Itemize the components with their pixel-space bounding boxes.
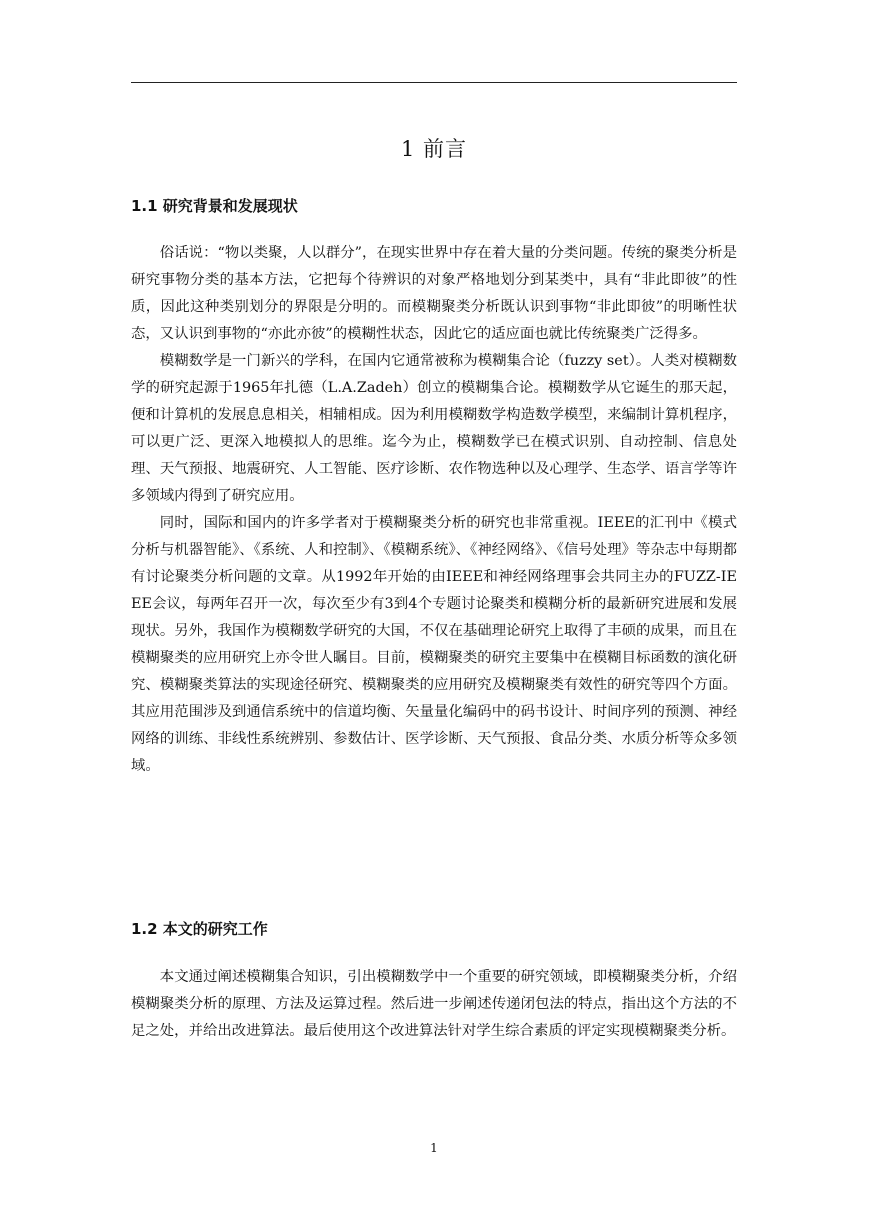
section-body-1-2: [131, 964, 737, 1045]
page-number: 1: [430, 1141, 438, 1155]
paragraph: 模糊数学是一门新兴的学科，在国内它通常被称为模糊集合论（fuzzy set）。人类对模糊数学的研究起源于1965年扎德（L.A.Zadeh）创立的模糊集合论。模糊数学从它诞生的那天起，便和计算机的发展息息相关，相辅相成。因为利用模糊数学构造数学模型，来编制计算机程序，可以更广泛、更深入地模拟人的思维。迄今为止，模糊数学已在模式识别、自动控制、信息处理、天气预报、地震研究、人工智能、医疗诊断、农作物选种以及心理学、生态学、语言学等许多领域内得到了研究应用。: [131, 353, 737, 504]
section-heading-1-1: 1.1 研究背景和发展现状: [131, 197, 298, 215]
header-rule: [131, 82, 737, 83]
paragraph: 俗话说：“物以类聚，人以群分”，在现实世界中存在着大量的分类问题。传统的聚类分析是研究事物分类的基本方法，它把每个待辨识的对象严格地划分到某类中，具有“非此即彼”的性质，因此这种类别划分的界限是分明的。而模糊聚类分析既认识到事物“非此即彼”的明晰性状态，又认识到事物的“亦此亦彼”的模糊性状态，因此它的适应面也就比传统聚类广泛得多。: [131, 245, 737, 342]
section-body-1-1: [131, 240, 737, 780]
paragraph: 本文通过阐述模糊集合知识，引出模糊数学中一个重要的研究领域，即模糊聚类分析，介绍模糊聚类分析的原理、方法及运算过程。然后进一步阐述传递闭包法的特点，指出这个方法的不足之处，并给出改进算法。最后使用这个改进算法针对学生综合素质的评定实现模糊聚类分析。: [131, 969, 737, 1039]
section-heading-1-2: 1.2 本文的研究工作: [131, 920, 268, 938]
chapter-title: 1 前言: [400, 137, 468, 161]
paragraph: 同时，国际和国内的许多学者对于模糊聚类分析的研究也非常重视。IEEE的汇刊中《模式分析与机器智能》、《系统、人和控制》、《模糊系统》、《神经网络》、《信号处理》等杂志中每期都有讨论聚类分析问题的文章。从1992年开始的由IEEE和神经网络理事会共同主办的FUZZ-IEEE会议，每两年召开一次，每次至少有3到4个专题讨论聚类和模糊分析的最新研究进展和发展现状。另外，我国作为模糊数学研究的大国，不仅在基础理论研究上取得了丰硕的成果，而且在模糊聚类的应用研究上亦令世人瞩目。目前，模糊聚类的研究主要集中在模糊目标函数的演化研究、模糊聚类算法的实现途径研究、模糊聚类的应用研究及模糊聚类有效性的研究等四个方面。其应用范围涉及到通信系统中的信道均衡、矢量量化编码中的码书设计、时间序列的预测、神经网络的训练、非线性系统辨别、参数估计、医学诊断、天气预报、食品分类、水质分析等众多领域。: [131, 515, 737, 774]
